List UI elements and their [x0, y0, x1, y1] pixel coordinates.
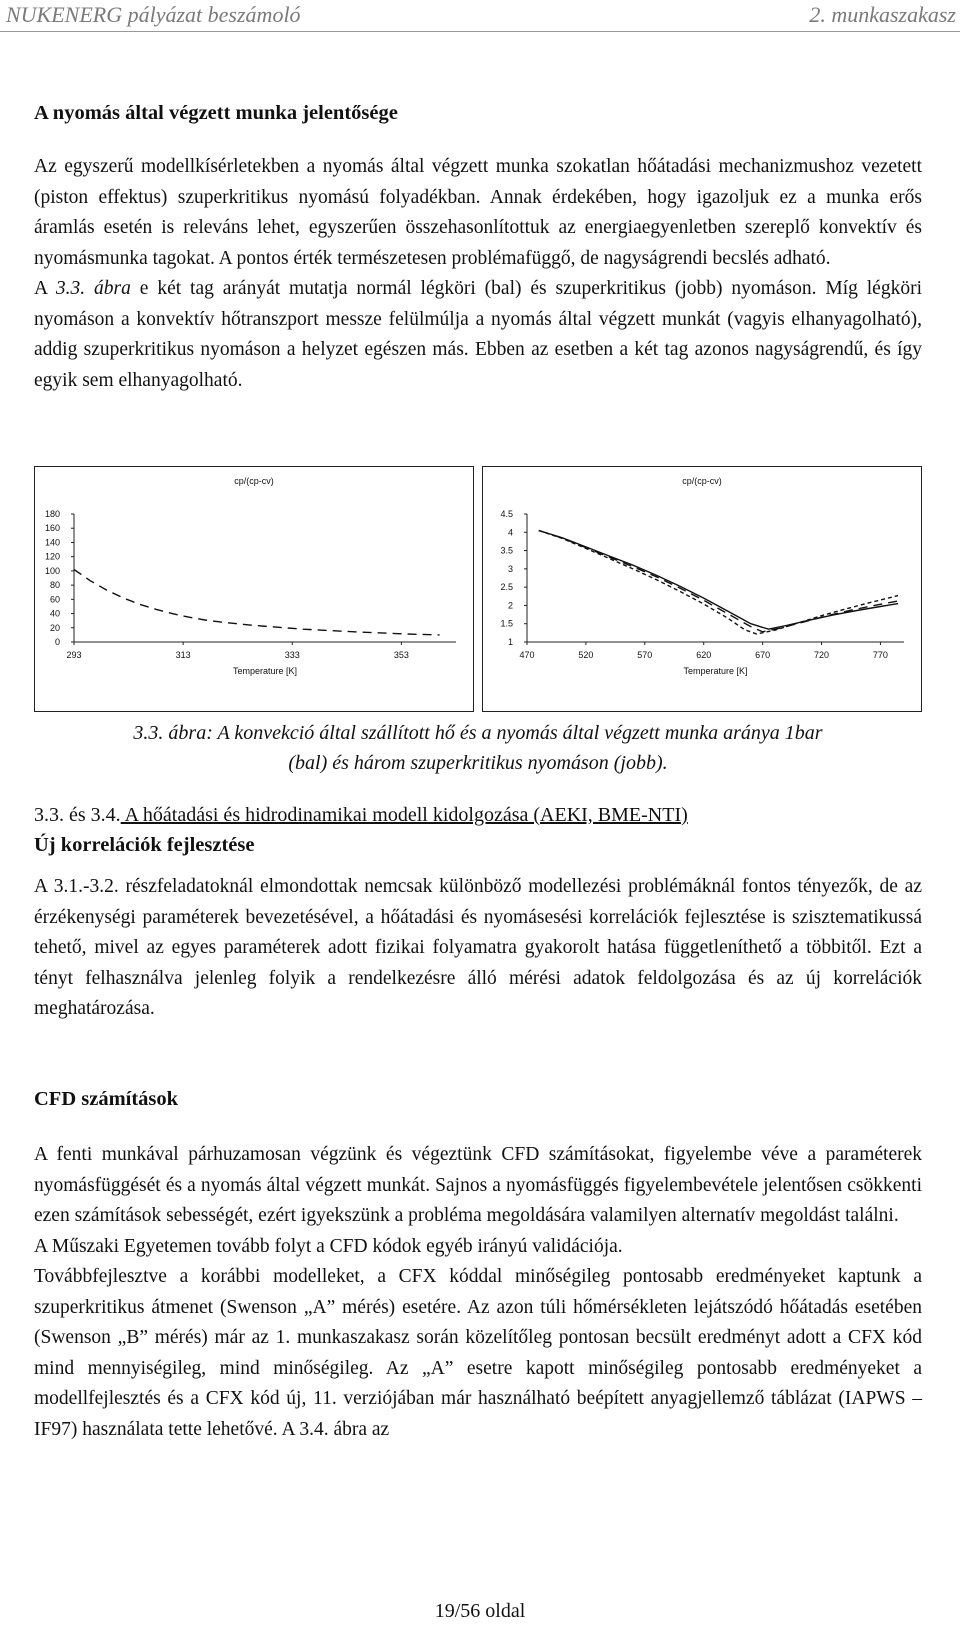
- figure-3-3: [34, 466, 922, 712]
- x-axis-label: Temperature [K]: [232, 666, 298, 676]
- y-tick-label: 100: [44, 565, 60, 576]
- section2-heading: [34, 800, 922, 860]
- y-tick-label: 80: [49, 580, 60, 591]
- y-tick-label: 3.5: [500, 545, 513, 556]
- y-tick-label: 4: [507, 527, 513, 538]
- header-title: NUKENERG pályázat beszámoló: [6, 2, 301, 27]
- y-tick-label: 40: [49, 608, 60, 619]
- header-divider: [0, 31, 960, 32]
- y-tick-label: 140: [44, 537, 60, 548]
- chart-title: cp/(cp-cv): [682, 476, 722, 486]
- x-tick-label: 333: [284, 650, 300, 660]
- x-tick-label: 520: [578, 650, 594, 660]
- x-axis-label: Temperature [K]: [683, 666, 748, 676]
- y-tick-label: 60: [49, 594, 60, 605]
- chart-left: [34, 466, 474, 712]
- x-tick-label: 293: [66, 650, 82, 660]
- section1-body: [34, 152, 922, 396]
- y-tick-label: 2: [507, 600, 513, 611]
- chart-left-svg: [34, 466, 474, 712]
- paragraph: A Műszaki Egyetemen tovább folyt a CFD kódok egyéb irányú validációja.: [34, 1235, 623, 1257]
- x-tick-label: 620: [696, 650, 712, 660]
- y-tick-label: 3: [507, 563, 513, 574]
- paragraph: [34, 274, 922, 396]
- y-tick-label: 160: [44, 523, 60, 534]
- chart-right: [482, 466, 922, 712]
- section-heading-pressure-work: A nyomás által végzett munka jelentősége: [34, 102, 398, 124]
- page-header: [0, 0, 960, 34]
- caption-line: (bal) és három szuperkritikus nyomáson (jobb).: [288, 752, 668, 774]
- section-heading-cfd: CFD számítások: [34, 1088, 179, 1110]
- y-tick-label: 2.5: [500, 582, 513, 593]
- x-tick-label: 313: [175, 650, 191, 660]
- page-number: 19/56 oldal: [434, 1600, 526, 1622]
- y-tick-label: 1.5: [500, 618, 513, 629]
- figure-reference: 3.3. ábra: [55, 278, 131, 299]
- y-tick-label: 180: [44, 509, 60, 519]
- section-title: A hőátadási és hidrodinamikai modell kidolgozása (AEKI, BME-NTI): [120, 804, 688, 826]
- y-tick-label: 120: [44, 551, 60, 562]
- paragraph: A fenti munkával párhuzamosan végzünk és végeztünk CFD számításokat, figyelembe véve a paraméterek nyomásfüggését és a nyomás által végzett munkát. Sajnos a nyomásfüggés figyelembevétele jelentősen csökkenti ezen számítások sebességét, ezért igyekszünk a probléma megoldására valamilyen alternatív megoldást találni.: [34, 1144, 922, 1226]
- y-tick-label: 4.5: [500, 509, 513, 519]
- y-tick-label: 20: [49, 622, 60, 633]
- caption-line: 3.3. ábra: A konvekció által szállított hő és a nyomás által végzett munka aránya 1bar: [133, 722, 823, 744]
- x-tick-label: 720: [814, 650, 830, 660]
- chart-right-svg: [482, 466, 922, 712]
- text: A: [34, 278, 56, 299]
- header-section: 2. munkaszakasz: [809, 2, 956, 27]
- text: e két tag arányát mutatja normál légköri (bal) és szuperkritikus (jobb) nyomáson. Míg légköri nyomáson a konvektív hőtranszport messze felülmúlja a nyomás által végzett munkát (vagyis elhanyagolható), addig szuperkritikus nyomáson a helyzet egészen más. Ebben az esetben a két tag azonos nagyságrendű, és így egyik sem elhanyagolható.: [34, 278, 922, 391]
- x-tick-label: 570: [637, 650, 653, 660]
- section2-subtitle: Új korrelációk fejlesztése: [34, 834, 255, 856]
- section-number: 3.3. és 3.4.: [34, 804, 121, 826]
- figure-caption: [34, 718, 922, 778]
- x-tick-label: 353: [393, 650, 409, 660]
- y-tick-label: 0: [54, 637, 60, 647]
- section3-body: [34, 1140, 922, 1445]
- chart-title: cp/(cp-cv): [234, 476, 274, 486]
- y-tick-label: 1: [507, 637, 513, 647]
- section2-title: [34, 800, 922, 830]
- section2-body: A 3.1.-3.2. részfeladatoknál elmondottak nemcsak különböző modellezési problémáknál fontos tényezők, de az érzékenységi paraméterek bevezetésével, a hőátadási és nyomásesési korrelációk fejlesztése is szisztematikussá tehető, mivel az egyes paraméterek adott fizikai folyamatra gyakorolt hatása függetleníthető a többitől. Ezt a tényt felhasználva jelenleg folyik a rendelkezésre álló mérési adatok feldolgozása és az új korrelációk meghatározása.: [34, 876, 922, 1019]
- paragraph: Az egyszerű modellkísérletekben a nyomás által végzett munka szokatlan hőátadási mechanizmushoz vezetett (piston effektus) szuperkritikus nyomású folyadékban. Annak érdekében, hogy igazoljuk ez a munka erős áramlás esetén is releváns lehet, egyszerűen összehasonlítottuk az energiaegyenletben szereplő konvektív és nyomásmunka tagokat. A pontos érték természetesen problémafüggő, de nagyságrendi becslés adható.: [34, 156, 922, 269]
- paragraph: Továbbfejlesztve a korábbi modelleket, a CFX kóddal minőségileg pontosabb eredményeket kaptunk a szuperkritikus átmenet (Swenson „A” mérés) esetére. Az azon túli hőmérsékleten lejátszódó hőátadás esetében (Swenson „B” mérés) már az 1. munkaszakasz során közelítőleg pontosan becsült eredményt adott a CFX kód mind mennyiségileg, mind minőségileg. Az „A” esetre kapott minőségileg pontosabb eredményeket a modellfejlesztés és a CFX kód új, 11. verziójában már használható beépített anyagjellemző táblázat (IAPWS – IF97) használata tette lehetővé. A 3.4. ábra az: [34, 1266, 922, 1440]
- x-tick-label: 470: [519, 650, 535, 660]
- x-tick-label: 670: [755, 650, 771, 660]
- x-tick-label: 770: [872, 650, 888, 660]
